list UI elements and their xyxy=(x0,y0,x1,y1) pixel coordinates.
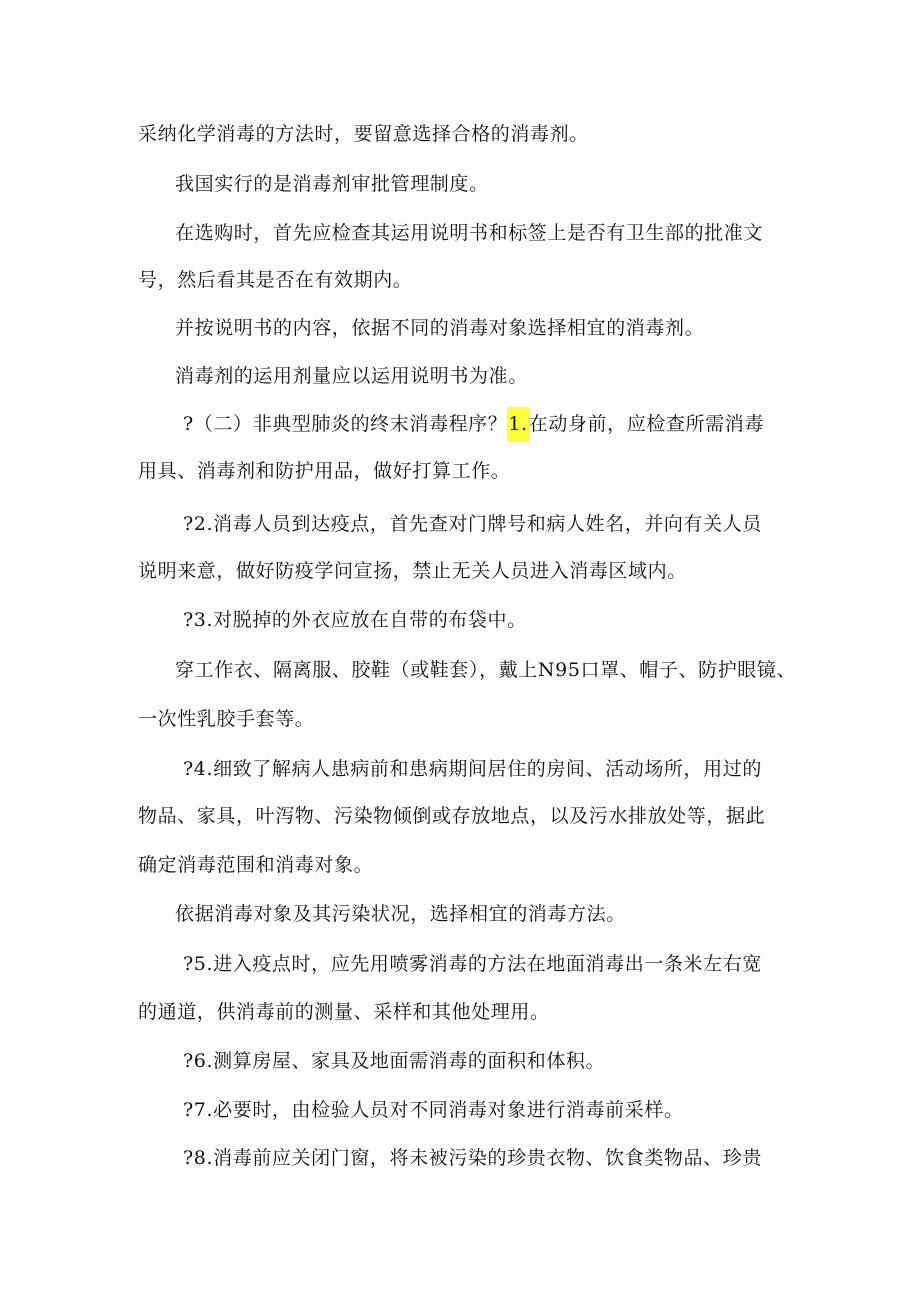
highlighted-text: 1. xyxy=(507,407,528,441)
paragraph-line: 确定消毒范围和消毒对象。 xyxy=(138,854,374,876)
paragraph-line: ?4.细致了解病人患病前和患病期间居住的房间、活动场所，用过的 xyxy=(183,758,762,780)
paragraph-line: 用具、消毒剂和防护用品，做好打算工作。 xyxy=(138,460,511,482)
paragraph-line: ?7.必要时，由检验人员对不同消毒对象进行消毒前采样。 xyxy=(183,1099,684,1121)
paragraph-line: 号，然后看其是否在有效期内。 xyxy=(138,269,413,291)
paragraph-line: 我国实行的是消毒剂审批管理制度。 xyxy=(175,173,489,195)
paragraph-line: ?6.测算房屋、家具及地面需消毒的面积和体积。 xyxy=(183,1050,606,1072)
paragraph-line xyxy=(0,410,920,438)
line-text: 在动身前，应检查所需消毒 xyxy=(528,413,764,435)
paragraph-line: 消毒剂的运用剂量应以运用说明书为准。 xyxy=(175,365,528,387)
paragraph-line: ?8.消毒前应关闭门窗，将未被污染的珍贵衣物、饮食类物品、珍贵 xyxy=(183,1147,762,1169)
paragraph-line: 说明来意，做好防疫学问宣扬，禁止无关人员进入消毒区域内。 xyxy=(138,560,687,582)
paragraph-line: 在选购时，首先应检查其运用说明书和标签上是否有卫生部的批准文 xyxy=(175,222,764,244)
line-text: ?（二）非典型肺炎的终末消毒程序？ xyxy=(183,413,508,435)
paragraph-line: 物品、家具，叶泻物、污染物倾倒或存放地点，以及污水排放处等，据此 xyxy=(138,805,766,827)
paragraph-line: ?2.消毒人员到达疫点，首先查对门牌号和病人姓名，并向有关人员 xyxy=(183,513,762,535)
paragraph-line: 依据消毒对象及其污染状况，选择相宜的消毒方法。 xyxy=(175,903,626,925)
paragraph-line: 采纳化学消毒的方法时，要留意选择合格的消毒剂。 xyxy=(138,123,589,145)
paragraph-line: 并按说明书的内容，依据不同的消毒对象选择相宜的消毒剂。 xyxy=(175,317,705,339)
paragraph-line: 的通道，供消毒前的测量、采样和其他处理用。 xyxy=(138,1001,550,1023)
paragraph-line: ?3.对脱掉的外衣应放在自带的布袋中。 xyxy=(183,609,527,631)
paragraph-line: 一次性乳胶手套等。 xyxy=(138,708,315,730)
paragraph-line: ?5.进入疫点时，应先用喷雾消毒的方法在地面消毒出一条米左右宽 xyxy=(183,953,762,975)
paragraph-line: 穿工作衣、隔离服、胶鞋（或鞋套），戴上N95口罩、帽子、防护眼镜、 xyxy=(175,659,797,681)
